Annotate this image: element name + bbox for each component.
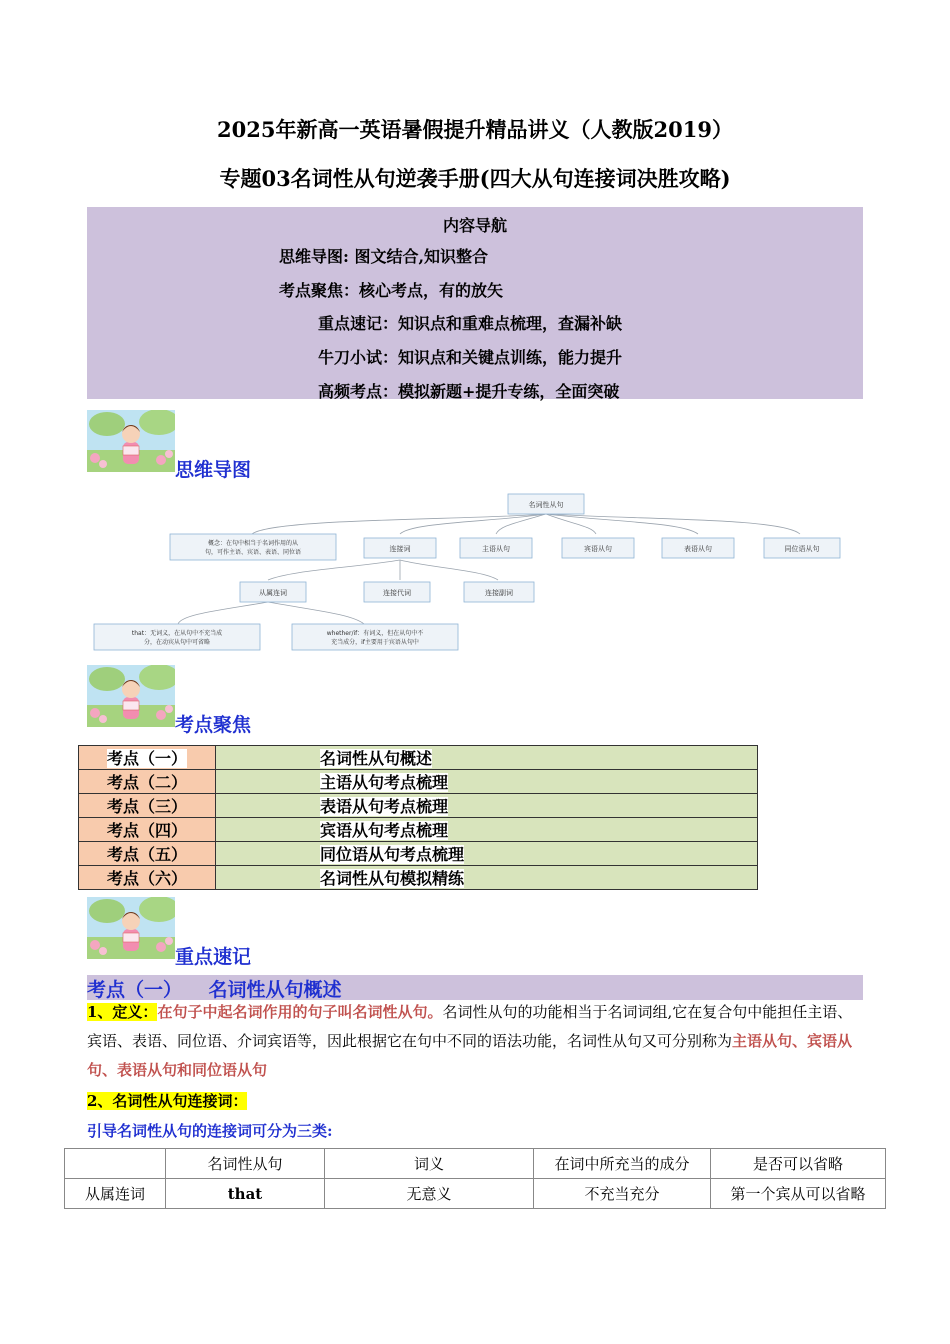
mindmap-label: 同位语从句: [784, 545, 820, 553]
nav-line: 思维导图: 图文结合,知识整合: [279, 247, 489, 266]
focus-table: [78, 745, 758, 890]
section-title-mindmap: 思维导图: [175, 459, 252, 481]
focus-label: 考点（三）: [79, 794, 216, 818]
table-header: 词义: [325, 1149, 534, 1179]
topic-heading-bar: [87, 975, 863, 1000]
table-cell: 无意义: [325, 1179, 534, 1209]
mind-map-diagram: [92, 490, 852, 660]
table-header-row: [65, 1149, 886, 1179]
connector-heading: [87, 1087, 863, 1116]
svg-text:句，可作主语、宾语、表语、同位语: 句，可作主语、宾语、表语、同位语: [204, 549, 302, 556]
focus-topic: 名词性从句模拟精练: [216, 866, 758, 890]
nav-heading: 内容导航: [442, 216, 507, 235]
connector-intro: 引导名词性从句的连接词可分为三类:: [87, 1122, 333, 1140]
mindmap-label: 表语从句: [684, 545, 712, 553]
svg-text:充当成分，if主要用于宾语从句中: 充当成分，if主要用于宾语从句中: [331, 639, 419, 646]
table-header: [65, 1149, 166, 1179]
nav-line: 牛刀小试：知识点和关键点训练，能力提升: [318, 348, 623, 367]
mindmap-label: 从属连词: [259, 589, 287, 597]
mindmap-node: [94, 624, 260, 650]
content-navigation: [87, 207, 863, 399]
definition-paragraph: [87, 998, 863, 1085]
focus-topic: 表语从句考点梳理: [216, 794, 758, 818]
mindmap-label: 连接副词: [485, 589, 513, 597]
section-title-notes: 重点速记: [175, 946, 252, 968]
definition-highlight: 在句子中起名词作用的句子叫名词性从句。: [157, 1003, 443, 1021]
mindmap-node: [292, 624, 458, 650]
mindmap-node: [170, 534, 336, 560]
table-cell: 不充当充分: [534, 1179, 711, 1209]
focus-label: 考点（一）: [79, 746, 216, 770]
focus-topic: 主语从句考点梳理: [216, 770, 758, 794]
definition-text: 名词性从句的功能相当于名词词组,它在复合句中能担任主语、宾语、表语、同位语、介词宾语等，因此根据它在句中不同的语法功能，名词性从句又可分别称为: [87, 1003, 853, 1050]
table-header: 是否可以省略: [711, 1149, 886, 1179]
girl-reading-illustration: [87, 665, 175, 727]
table-row: [79, 746, 758, 770]
table-row: [79, 866, 758, 890]
connector-table: [64, 1148, 886, 1209]
table-cell: 从属连词: [65, 1179, 166, 1209]
document-title: 2025年新高一英语暑假提升精品讲义（人教版2019）: [217, 117, 733, 142]
focus-topic: 宾语从句考点梳理: [216, 818, 758, 842]
table-row: [79, 770, 758, 794]
table-header: 名词性从句: [166, 1149, 325, 1179]
table-cell: 第一个宾从可以省略: [711, 1179, 886, 1209]
section-title-focus: 考点聚焦: [175, 714, 252, 736]
svg-text:分，在动宾从句中可省略: 分，在动宾从句中可省略: [143, 639, 211, 646]
focus-label: 考点（二）: [79, 770, 216, 794]
table-row: [79, 842, 758, 866]
girl-reading-illustration: [87, 410, 175, 472]
mindmap-label: 宾语从句: [584, 545, 612, 553]
mindmap-label: 连接代词: [383, 589, 411, 597]
table-cell: that: [166, 1179, 325, 1209]
table-header: 在词中所充当的成分: [534, 1149, 711, 1179]
focus-label: 考点（六）: [79, 866, 216, 890]
table-row: [79, 818, 758, 842]
nav-line: 高频考点：模拟新题+提升专练，全面突破: [318, 382, 620, 401]
clause-types: 主语从句、宾语从句、表语从句和同位语从句: [87, 1032, 853, 1079]
definition-label: 1、定义：: [87, 1003, 158, 1021]
topic-heading: 考点（一） 名词性从句概述: [87, 979, 342, 1001]
document-subtitle: 专题03名词性从句逆袭手册(四大从句连接词决胜攻略): [219, 166, 731, 191]
svg-text:概念：在句中相当于名词作用的从: 概念：在句中相当于名词作用的从: [207, 540, 299, 547]
table-row: [65, 1179, 886, 1209]
connector-label: 2、名词性从句连接词：: [87, 1092, 248, 1110]
mindmap-root-label: 名词性从句: [528, 501, 564, 509]
focus-topic: 同位语从句考点梳理: [216, 842, 758, 866]
nav-line: 重点速记：知识点和重难点梳理，查漏补缺: [318, 314, 623, 333]
table-row: [79, 794, 758, 818]
focus-label: 考点（五）: [79, 842, 216, 866]
svg-text:that：无词义，在从句中不充当成: that：无词义，在从句中不充当成: [131, 630, 223, 637]
mindmap-label: 连接词: [389, 545, 411, 553]
svg-text:whether/if：有词义，但在从句中不: whether/if：有词义，但在从句中不: [326, 630, 424, 637]
focus-topic: 名词性从句概述: [216, 746, 758, 770]
mindmap-label: 主语从句: [482, 545, 510, 553]
focus-label: 考点（四）: [79, 818, 216, 842]
girl-reading-illustration: [87, 897, 175, 959]
nav-line: 考点聚焦：核心考点，有的放矢: [279, 281, 504, 300]
